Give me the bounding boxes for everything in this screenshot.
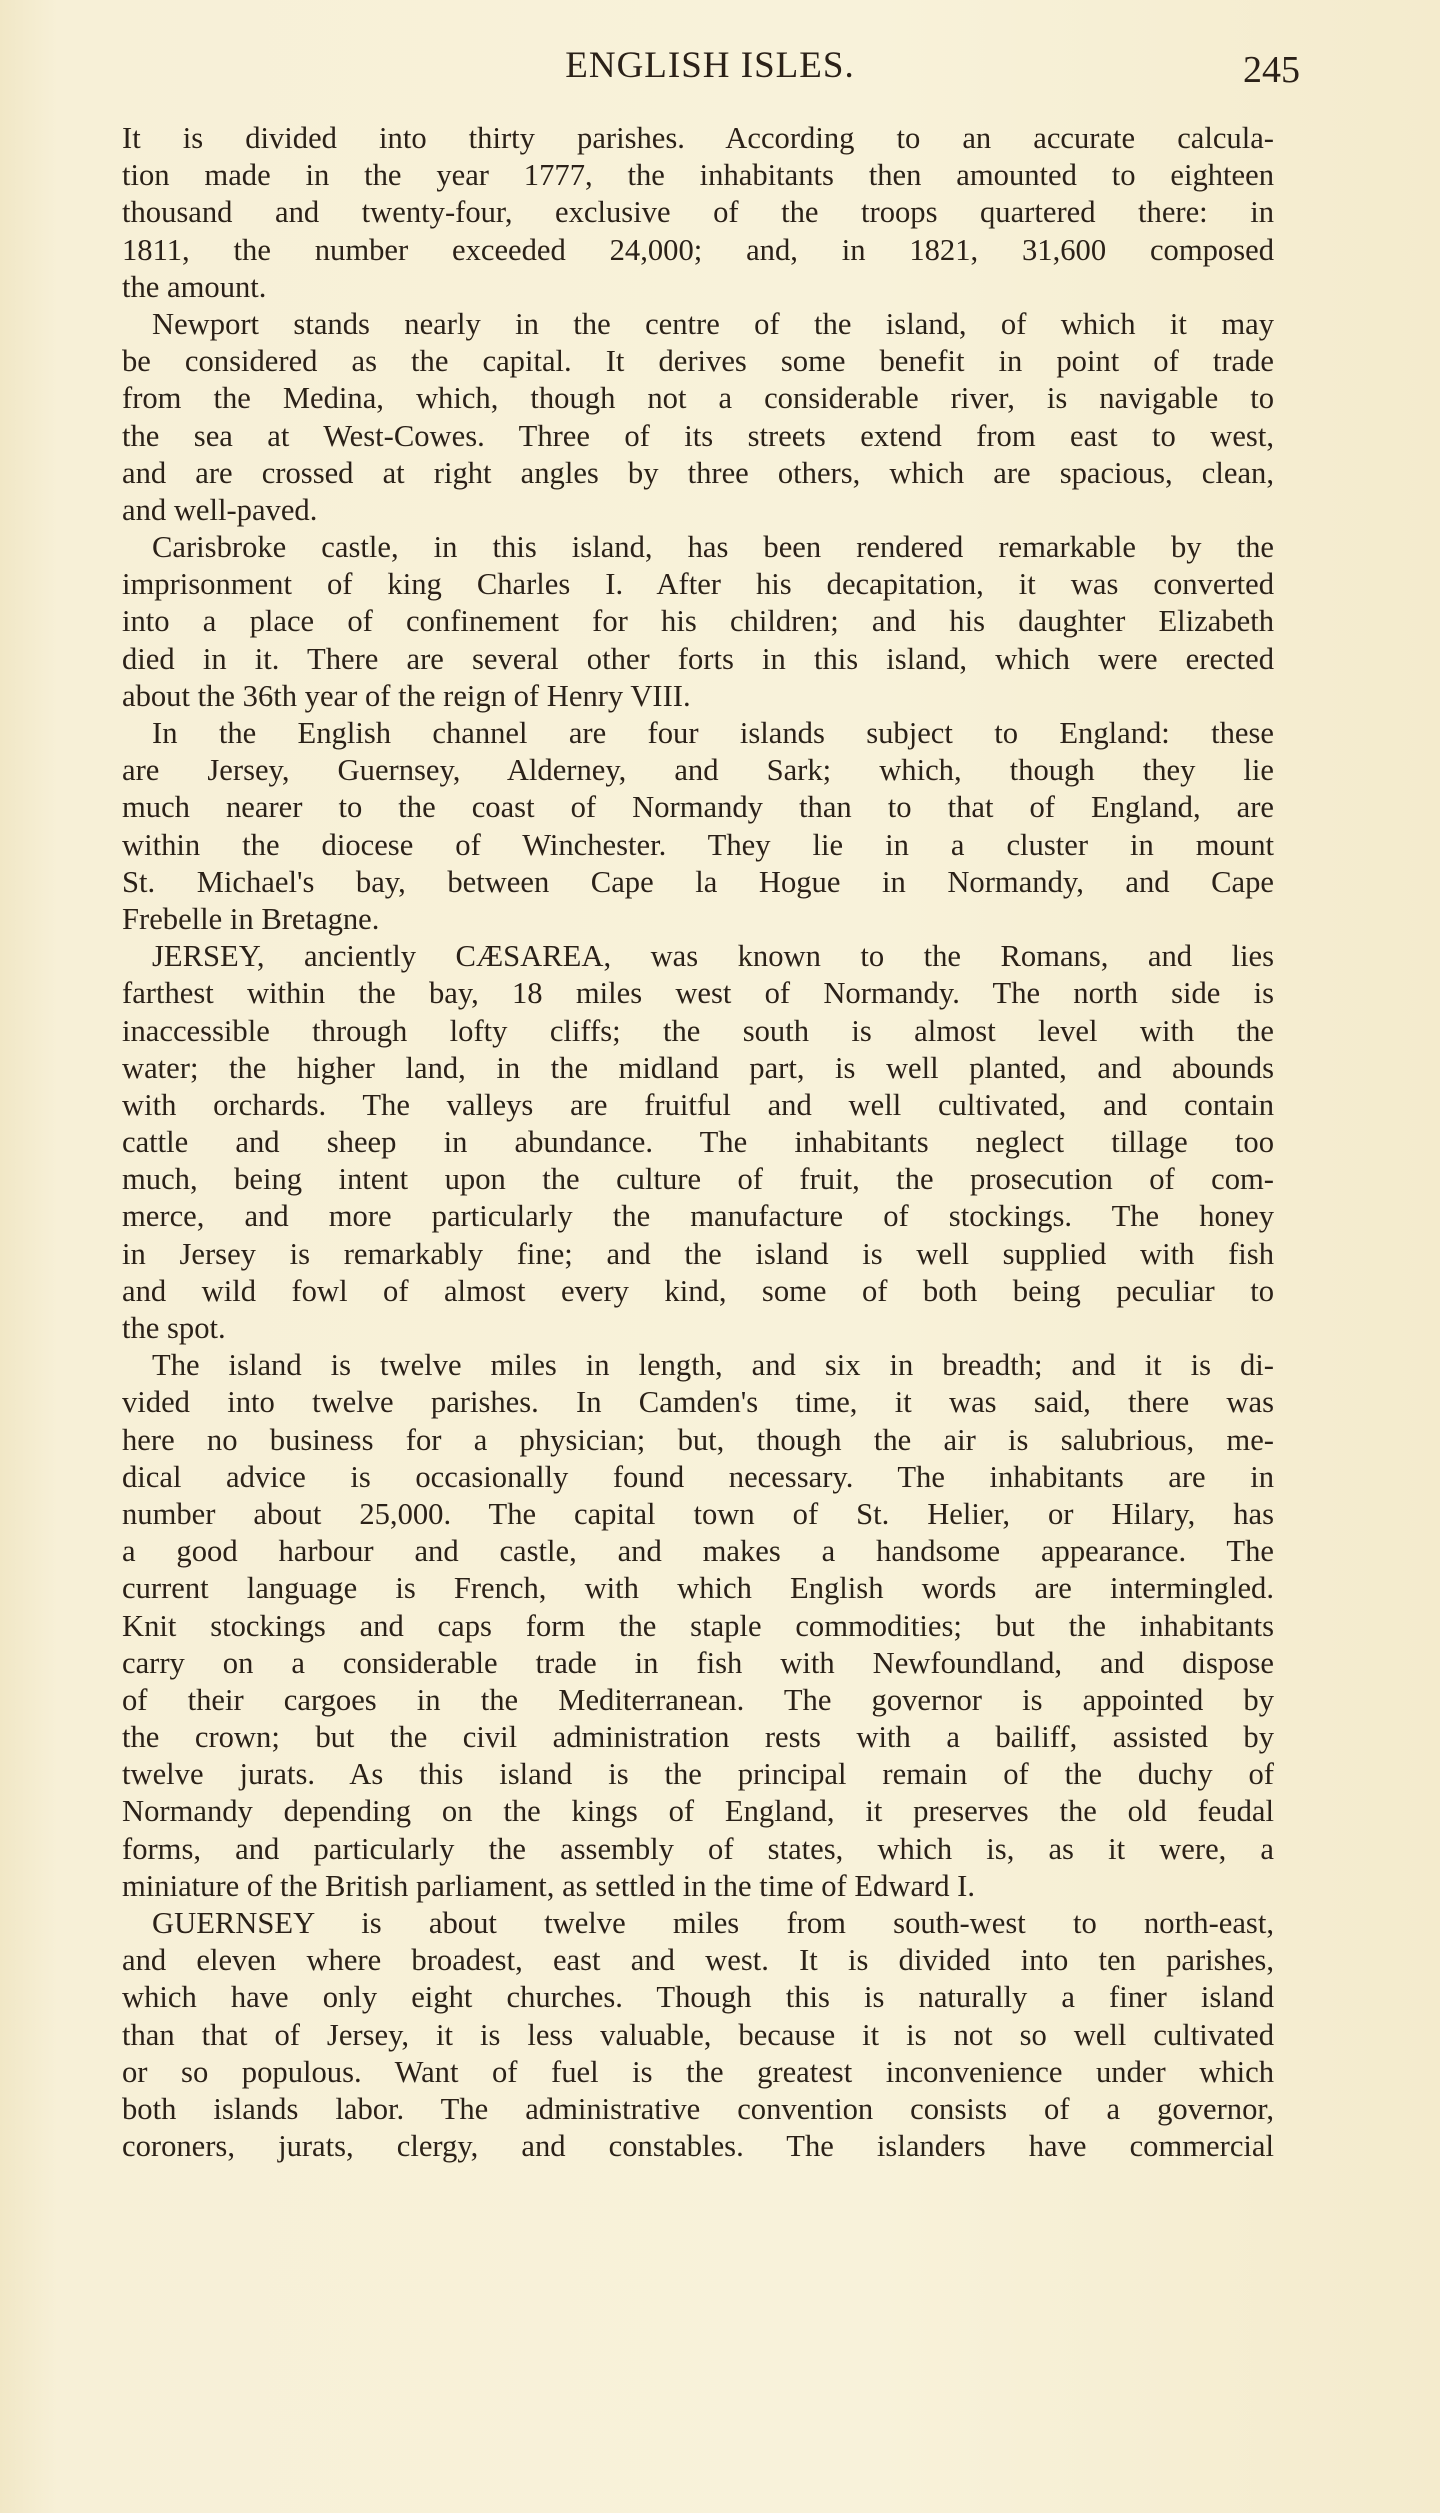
text-line: inaccessible through lofty cliffs; the south is almost level with the [122, 1013, 1274, 1048]
text-line: St. Michael's bay, between Cape la Hogue in Normandy, and Cape [122, 864, 1274, 899]
text-line: here no business for a physician; but, though the air is salubrious, me- [122, 1422, 1274, 1457]
text-line: within the diocese of Winchester. They lie in a cluster in mount [122, 827, 1274, 862]
page-number: 245 [1243, 49, 1300, 91]
text-line: dical advice is occasionally found necessary. The inhabitants are in [122, 1459, 1274, 1494]
text-line: coroners, jurats, clergy, and constables. The islanders have commercial [122, 2129, 1274, 2164]
text-line: Knit stockings and caps form the staple commodities; but the inhabitants [122, 1608, 1274, 1643]
text-line: Normandy depending on the kings of England, it preserves the old feudal [122, 1794, 1274, 1829]
text-line: the spot. [122, 1311, 226, 1345]
text-line: the sea at West-Cowes. Three of its streets extend from east to west, [122, 418, 1274, 453]
text-line: In the English channel are four islands subject to England: these [152, 716, 1274, 750]
text-line: about the 36th year of the reign of Henry VIII. [122, 678, 691, 713]
running-head: ENGLISH ISLES. [565, 45, 855, 86]
text-line: a good harbour and castle, and makes a handsome appearance. The [122, 1534, 1274, 1569]
text-line: and are crossed at right angles by three others, which are spacious, clean, [122, 455, 1274, 490]
text-line: forms, and particularly the assembly of states, which is, as it were, a [122, 1831, 1274, 1866]
text-line: 1811, the number exceeded 24,000; and, in 1821, 31,600 composed [122, 232, 1274, 267]
text-line: the crown; but the civil administration rests with a bailiff, assisted by [122, 1720, 1274, 1755]
text-line: water; the higher land, in the midland part, is well planted, and abounds [122, 1050, 1274, 1085]
text-line: which have only eight churches. Though this is naturally a finer island [122, 1980, 1274, 2015]
text-line: and well-paved. [122, 492, 318, 527]
text-line: and wild fowl of almost every kind, some of both being peculiar to [122, 1273, 1274, 1308]
text-line: tion made in the year 1777, the inhabitants then amounted to eighteen [122, 158, 1274, 193]
text-line: vided into twelve parishes. In Camden's time, it was said, there was [122, 1385, 1274, 1420]
text-line: died in it. There are several other forts in this island, which were erected [122, 641, 1274, 676]
text-line: The island is twelve miles in length, and six in breadth; and it is di- [152, 1348, 1274, 1383]
text-line: with orchards. The valleys are fruitful and well cultivated, and contain [122, 1087, 1274, 1122]
text-line: from the Medina, which, though not a considerable river, is navigable to [122, 381, 1274, 416]
text-line: the amount. [122, 269, 267, 304]
text-line: are Jersey, Guernsey, Alderney, and Sark; which, though they lie [122, 753, 1274, 788]
text-line: both islands labor. The administrative convention consists of a governor, [122, 2091, 1274, 2126]
text-line: much, being intent upon the culture of fruit, the prosecution of com- [122, 1162, 1274, 1197]
text-line: Frebelle in Bretagne. [122, 901, 380, 936]
text-line: It is divided into thirty parishes. According to an accurate calcula- [122, 121, 1274, 155]
text-line: twelve jurats. As this island is the principal remain of the duchy of [122, 1757, 1274, 1792]
text-line: Newport stands nearly in the centre of the island, of which it may [152, 306, 1274, 341]
text-line: much nearer to the coast of Normandy than to that of England, are [122, 790, 1274, 825]
text-line: and eleven where broadest, east and west. It is divided into ten parishes, [122, 1943, 1274, 1978]
text-line: carry on a considerable trade in fish with Newfoundland, and dispose [122, 1645, 1274, 1680]
text-line: merce, and more particularly the manufacture of stockings. The honey [122, 1199, 1274, 1234]
text-line: number about 25,000. The capital town of St. Helier, or Hilary, has [122, 1496, 1274, 1531]
text-line: into a place of confinement for his children; and his daughter Elizabeth [122, 604, 1274, 639]
text-line: in Jersey is remarkably fine; and the island is well supplied with fish [122, 1236, 1274, 1271]
text-line: GUERNSEY is about twelve miles from south-west to north-east, [152, 1906, 1274, 1940]
text-line: farthest within the bay, 18 miles west of Normandy. The north side is [122, 976, 1274, 1011]
text-line: current language is French, with which English words are intermingled. [122, 1571, 1274, 1606]
text-line: JERSEY, anciently CÆSAREA, was known to the Romans, and lies [152, 939, 1274, 974]
body-text [122, 120, 1274, 2165]
text-line: cattle and sheep in abundance. The inhabitants neglect tillage too [122, 1125, 1274, 1160]
page-header [120, 38, 1300, 91]
text-line: miniature of the British parliament, as settled in the time of Edward I. [122, 1868, 975, 1903]
text-line: thousand and twenty-four, exclusive of the troops quartered there: in [122, 195, 1274, 230]
text-line: be considered as the capital. It derives some benefit in point of trade [122, 344, 1274, 379]
text-line: or so populous. Want of fuel is the greatest inconvenience under which [122, 2054, 1274, 2089]
text-line: imprisonment of king Charles I. After his decapitation, it was converted [122, 567, 1274, 602]
text-line: of their cargoes in the Mediterranean. The governor is appointed by [122, 1682, 1274, 1717]
text-line: than that of Jersey, it is less valuable, because it is not so well cultivated [122, 2017, 1274, 2052]
text-line: Carisbroke castle, in this island, has been rendered remarkable by the [152, 530, 1274, 565]
